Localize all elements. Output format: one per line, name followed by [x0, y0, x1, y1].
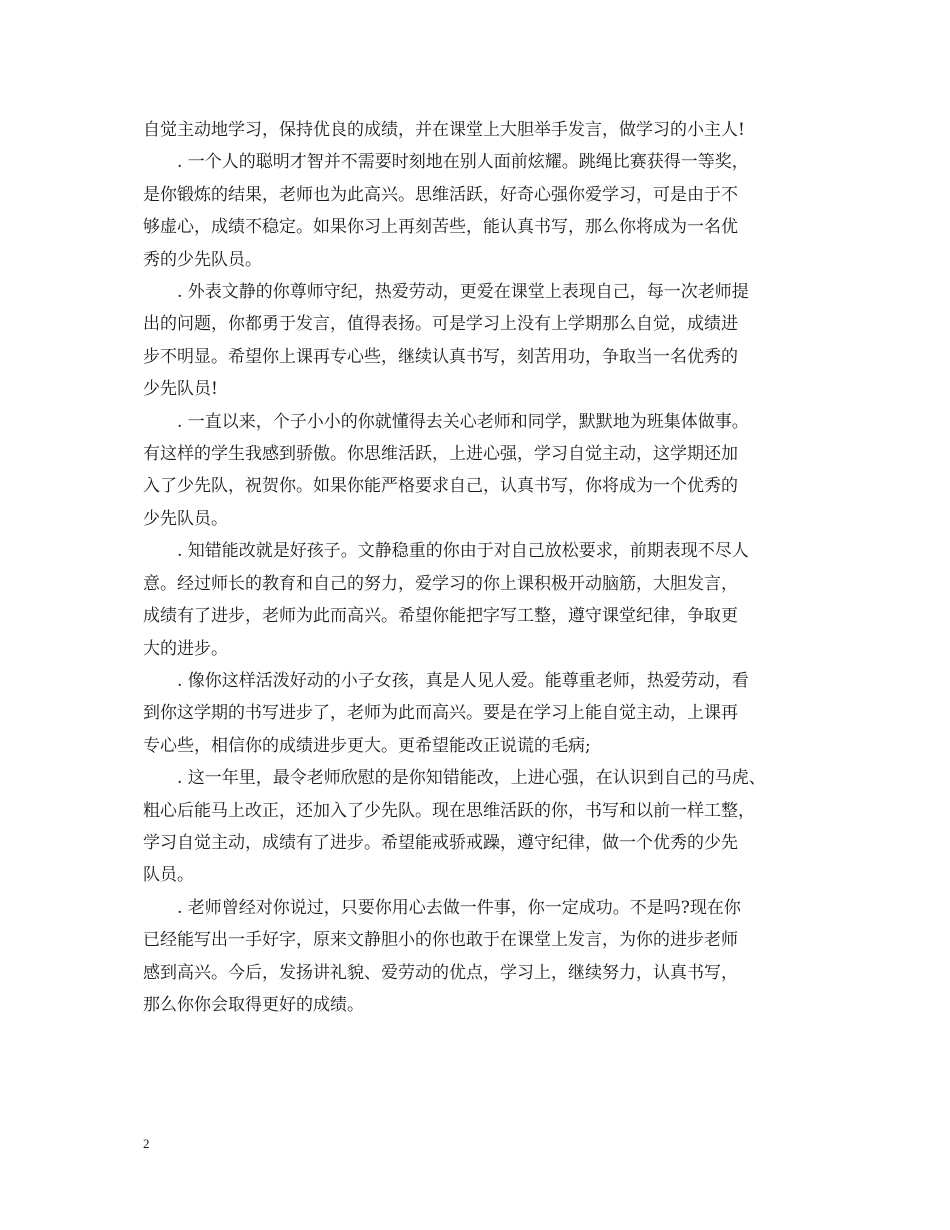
text-line: . 知错能改就是好孩子。文静稳重的你由于对自己放松要求，前期表现不尽人	[177, 541, 749, 562]
paragraph-8	[143, 892, 821, 1022]
text-line: 已经能写出一手好字，原来文静胆小的你也敢于在课堂上发言，为你的进步老师	[143, 930, 738, 951]
document-body	[143, 114, 821, 1021]
text-line: . 一个人的聪明才智并不需要时刻地在别人面前炫耀。跳绳比赛获得一等奖，	[177, 152, 749, 173]
text-line: 队员。	[143, 865, 194, 886]
text-line: . 老师曾经对你说过，只要你用心去做一件事，你一定成功。不是吗?现在你	[177, 897, 741, 918]
text-line: 自觉主动地学习，保持优良的成绩，并在课堂上大胆举手发言，做学习的小主人!	[143, 120, 745, 140]
text-line: 够虚心，成绩不稳定。如果你习上再刻苦些，能认真书写，那么你将成为一名优	[143, 217, 738, 238]
text-line: 秀的少先队员。	[143, 249, 262, 270]
text-line: 那么你你会取得更好的成绩。	[143, 994, 364, 1015]
paragraph-1	[143, 114, 821, 146]
text-line: 成绩有了进步，老师为此而高兴。希望你能把字写工整，遵守课堂纪律，争取更	[143, 606, 738, 627]
paragraph-7	[143, 762, 821, 892]
paragraph-6	[143, 665, 821, 762]
text-line: . 外表文静的你尊师守纪，热爱劳动，更爱在课堂上表现自己，每一次老师提	[177, 282, 749, 303]
text-line: . 像你这样活泼好动的小子女孩，真是人见人爱。能尊重老师，热爱劳动，看	[177, 670, 749, 691]
text-line: . 一直以来，个子小小的你就懂得去关心老师和同学，默默地为班集体做事。	[177, 411, 749, 432]
text-line: 粗心后能马上改正，还加入了少先队。现在思维活跃的你，书写和以前一样工整，	[143, 800, 755, 821]
text-line: 专心些，相信你的成绩进步更大。更希望能改正说谎的毛病;	[143, 735, 591, 756]
paragraph-2	[143, 146, 821, 276]
paragraph-4	[143, 406, 821, 536]
text-line: 学习自觉主动，成绩有了进步。希望能戒骄戒躁，遵守纪律，做一个优秀的少先	[143, 832, 738, 853]
text-line: 意。经过师长的教育和自己的努力，爱学习的你上课积极开动脑筋，大胆发言，	[143, 573, 738, 594]
text-line: 步不明显。希望你上课再专心些，继续认真书写，刻苦用功，争取当一名优秀的	[143, 346, 738, 367]
text-line: 入了少先队，祝贺你。如果你能严格要求自己，认真书写，你将成为一个优秀的	[143, 476, 738, 497]
text-line: 少先队员。	[143, 508, 228, 529]
text-line: 到你这学期的书写进步了，老师为此而高兴。要是在学习上能自觉主动，上课再	[143, 703, 738, 724]
text-line: 是你锻炼的结果，老师也为此高兴。思维活跃，好奇心强你爱学习，可是由于不	[143, 184, 738, 205]
paragraph-5	[143, 535, 821, 665]
text-line: 感到高兴。今后，发扬讲礼貌、爱劳动的优点，学习上，继续努力，认真书写，	[143, 962, 738, 983]
text-line: 出的问题，你都勇于发言，值得表扬。可是学习上没有上学期那么自觉，成绩进	[143, 314, 738, 335]
page-number: 2	[143, 1136, 150, 1151]
paragraph-3	[143, 276, 821, 406]
text-line: 少先队员!	[143, 379, 218, 400]
text-line: 大的进步。	[143, 638, 228, 659]
text-line: . 这一年里，最令老师欣慰的是你知错能改，上进心强，在认识到自己的马虎、	[177, 768, 766, 789]
text-line: 有这样的学生我感到骄傲。你思维活跃，上进心强，学习自觉主动，这学期还加	[143, 444, 738, 465]
